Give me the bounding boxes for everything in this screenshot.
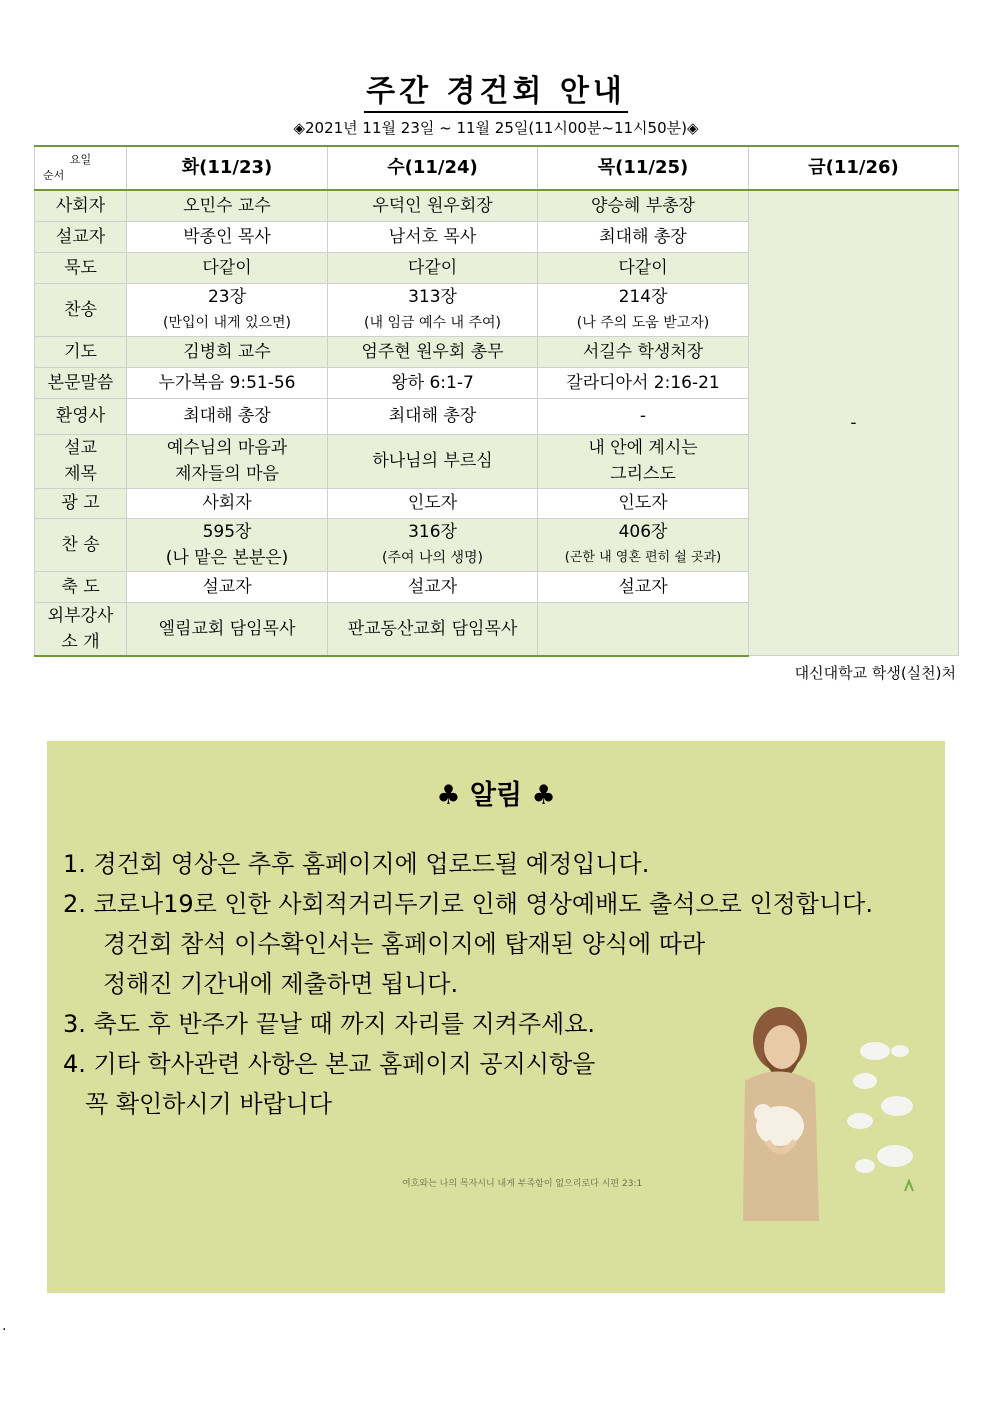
notice-item: 4. 기타 학사관련 사항은 본교 홈페이지 공지시항을 (63, 1050, 596, 1078)
cell: 엄주현 원우회 총무 (328, 336, 538, 367)
row-label: 본문말씀 (35, 367, 127, 398)
notice-item: 3. 축도 후 반주가 끝날 때 까지 자리를 지켜주세요. (63, 1010, 596, 1038)
cell: 최대해 총장 (538, 221, 749, 252)
cell (538, 518, 749, 571)
cell: 설교자 (127, 571, 328, 602)
notice-item: 꼭 확인하시기 바랍니다 (85, 1090, 333, 1118)
row-label: 설교자 (35, 221, 127, 252)
row-label: 환영사 (35, 398, 127, 434)
cell: 최대해 총장 (127, 398, 328, 434)
cell: 설교자 (538, 571, 749, 602)
cell (328, 518, 538, 571)
hymn-title: (주여 나의 생명) (382, 549, 483, 566)
row-label: 묵도 (35, 252, 127, 283)
hymn-title: (곤한 내 영혼 편히 쉴 곳과) (564, 549, 722, 565)
cell: 갈라디아서 2:16-21 (538, 367, 749, 398)
hymn-title: (내 임금 예수 내 주여) (364, 314, 501, 331)
notice-item: 정해진 기간내에 제출하면 됩니다. (103, 970, 459, 998)
notice-panel (47, 741, 945, 1293)
bible-verse: 여호와는 나의 목자시니 내게 부족함이 없으리로다 시편 23:1 (402, 1179, 643, 1189)
cell: 양승혜 부총장 (538, 190, 749, 221)
cell: 왕하 6:1-7 (328, 367, 538, 398)
cell (127, 518, 328, 571)
row-label: 찬송 (35, 283, 127, 336)
cell (538, 602, 749, 656)
cell: 다같이 (127, 252, 328, 283)
cell: 하나님의 부르심 (328, 434, 538, 488)
schedule-table (34, 145, 959, 657)
hymn-title: (나 맡은 본분은) (165, 547, 289, 568)
cell: 최대해 총장 (328, 398, 538, 434)
hymn-number: 214장 (618, 286, 668, 307)
cell: 예수님의 마음과 제자들의 마음 (127, 434, 328, 488)
notice-item: 1. 경건회 영상은 추후 홈페이지에 업로드될 예정입니다. (63, 850, 650, 878)
organization-name: 대신대학교 학생(실천)처 (794, 664, 956, 682)
row-label: 사회자 (35, 190, 127, 221)
friday-cell: - (749, 190, 959, 656)
notice-item: 경건회 참석 이수확인서는 홈페이지에 탑재된 양식에 따라 (103, 930, 706, 958)
cell: 남서호 목사 (328, 221, 538, 252)
cell (127, 283, 328, 336)
row-label: 축 도 (35, 571, 127, 602)
page-title: 주간 경건회 안내 (0, 66, 992, 110)
date-range: ◈2021년 11월 23일 ~ 11월 25일(11시00분~11시50분)◈ (293, 119, 699, 137)
cell: 인도자 (328, 488, 538, 518)
notice-item: 2. 코로나19로 인한 사회적거리두기로 인해 영상예배도 출석으로 인정합니다. (63, 890, 873, 918)
cell: 내 안에 계시는 그리스도 (538, 434, 749, 488)
cell: 서길수 학생처장 (538, 336, 749, 367)
cell: 사회자 (127, 488, 328, 518)
cell: 김병희 교수 (127, 336, 328, 367)
hymn-number: 595장 (202, 521, 252, 542)
day-header-wed: 수(11/24) (328, 146, 538, 190)
hymn-number: 406장 (618, 521, 668, 542)
hymn-title: (만입이 내게 있으면) (162, 314, 292, 331)
row-label: 기도 (35, 336, 127, 367)
table-header-row (35, 146, 959, 190)
cell: 판교동산교회 담임목사 (328, 602, 538, 656)
cell: 엘림교회 담임목사 (127, 602, 328, 656)
cell: 다같이 (538, 252, 749, 283)
cell (328, 283, 538, 336)
cell: 설교자 (328, 571, 538, 602)
hymn-number: 23장 (207, 286, 247, 307)
hymn-number: 313장 (408, 286, 457, 307)
corner-header: 요일 순서 (35, 146, 127, 190)
cell: 인도자 (538, 488, 749, 518)
cell (538, 283, 749, 336)
cell: 다같이 (328, 252, 538, 283)
cell: 박종인 목사 (127, 221, 328, 252)
cell: 누가복음 9:51-56 (127, 367, 328, 398)
hymn-number: 316장 (408, 521, 457, 542)
day-header-thu: 목(11/25) (538, 146, 749, 190)
day-header-fri: 금(11/26) (749, 146, 959, 190)
cell: 우덕인 원우회장 (328, 190, 538, 221)
shepherd-illustration (715, 991, 925, 1221)
row-label: 광 고 (35, 488, 127, 518)
cell: - (538, 398, 749, 434)
row-label: 찬 송 (35, 518, 127, 571)
cell: 오민수 교수 (127, 190, 328, 221)
footer-mark: . (2, 1318, 7, 1334)
row-label: 설교 제목 (35, 434, 127, 488)
day-header-tue: 화(11/23) (127, 146, 328, 190)
notice-title: ♣ 알림 ♣ (436, 780, 556, 811)
row-label: 외부강사 소 개 (35, 602, 127, 656)
hymn-title: (나 주의 도움 받고자) (576, 314, 710, 331)
table-row (35, 190, 959, 221)
